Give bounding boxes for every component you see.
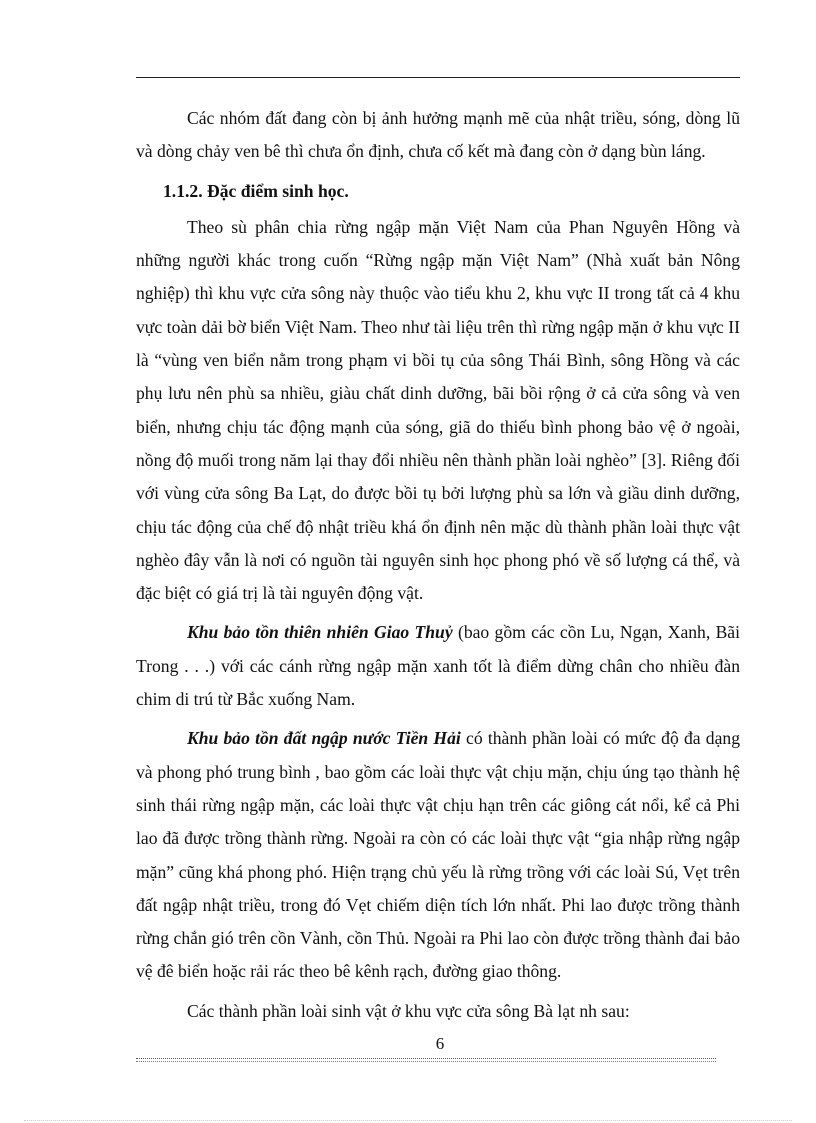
- section-heading: [136, 175, 740, 208]
- paragraph-giao-thuy: [136, 616, 740, 716]
- paragraph-soil-groups: Các nhóm đất đang còn bị ảnh hưởng mạnh mẽ của nhật triều, sóng, dòng lũ và dòng chảy ven bê thì chưa ổn định, chưa cố kết mà đang còn ở dạng bùn láng.: [136, 108, 740, 162]
- giao-thuy-text: (bao gồm các cồn Lu, Ngạn, Xanh, Bãi Trong . . .) với các cánh rừng ngập mặn xanh tốt là điểm dừng chân cho nhiều đàn chim di trú từ Bắc xuống Nam.: [136, 622, 740, 710]
- page-body: [136, 102, 740, 1034]
- paragraph-tien-hai: [136, 722, 740, 988]
- giao-thuy-lead: Khu bảo tồn thiên nhiên Giao Thuỷ: [187, 622, 453, 643]
- paragraph-biology: Theo sù phân chia rừng ngập mặn Việt Nam của Phan Nguyên Hồng và những người khác trong cuốn “Rừng ngập mặn Việt Nam” (Nhà xuất bản Nông nghiệp) thì khu vực cửa sông này thuộc vào tiểu khu 2, khu vực II trong tất cả 4 khu vực toàn dải bờ biển Việt Nam. Theo như tài liệu trên thì rừng ngập mặn ở khu vực II là “vùng ven biển nằm trong phạm vi bồi tụ của sông Thái Bình, sông Hồng và các phụ lưu nên phù sa nhiều, giàu chất dinh dưỡng, bãi bồi rộng ở cả cửa sông và ven biển, nhưng chịu tác động mạnh của sóng, giã do thiếu bình phong bảo vệ ở ngoài, nồng độ muối trong năm lại thay đổi nhiều nên thành phần loài nghèo” [3]. Riêng đối với vùng cửa sông Ba Lạt, do được bồi tụ bởi lượng phù sa lớn và giầu dinh dưỡng, chịu tác động của chế độ nhật triều khá ổn định nên mặc dù thành phần loài thực vật nghèo đây vẫn là nơi có nguồn tài nguyên sinh học phong phó về số lượng cá thể, và đặc biệt có giá trị là tài nguyên động vật.: [136, 216, 740, 604]
- footer-rule-secondary: [136, 1061, 716, 1062]
- tien-hai-lead: Khu bảo tồn đất ngập nước Tiền Hải: [187, 728, 461, 749]
- page-number: 6: [435, 1034, 445, 1053]
- section-title: Đặc điểm sinh học.: [207, 180, 349, 201]
- footer-rule: [136, 1058, 716, 1059]
- paragraph-species-intro: Các thành phần loài sinh vật ở khu vực cửa sông Bà lạt nh sau:: [187, 1000, 630, 1021]
- page-edge-divider: [24, 1120, 792, 1121]
- header-rule: [136, 77, 740, 78]
- section-number: 1.1.2.: [163, 180, 203, 201]
- tien-hai-text: có thành phần loài có mức độ đa dạng và phong phó trung bình , bao gồm các loài thực vật chịu mặn, chịu úng tạo thành hệ sinh thái rừng ngập mặn, các loài thực vật chịu hạn trên các giông cát nổi, kể cả Phi lao đã được trồng thành rừng. Ngoài ra còn có các loài thực vật “gia nhập rừng ngập mặn” cũng khá phong phó. Hiện trạng chủ yếu là rừng trồng với các loài Sú, Vẹt trên đất ngập nhật triều, trong đó Vẹt chiếm diện tích lớn nhất. Phi lao được trồng thành rừng chắn gió trên cồn Vành, cồn Thủ. Ngoài ra Phi lao còn được trồng thành đai bảo vệ đê biển hoặc rải rác theo bê kênh rạch, đường giao thông.: [136, 728, 740, 982]
